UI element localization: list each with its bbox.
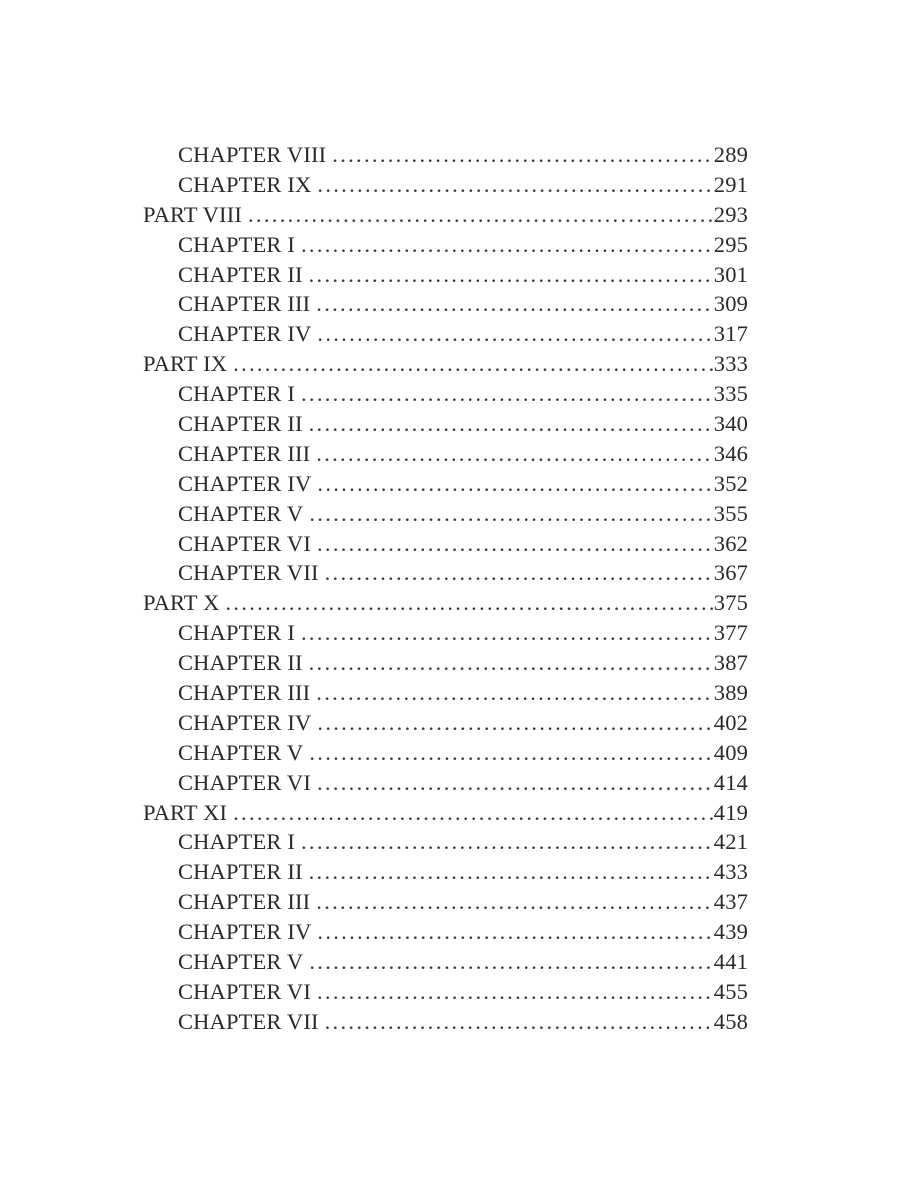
dot-leader (325, 558, 714, 588)
toc-page-number: 346 (713, 440, 748, 466)
toc-entry-title: CHAPTER IV (178, 321, 312, 347)
toc-entry-title: CHAPTER V (178, 739, 304, 765)
toc-page-number: 389 (713, 680, 748, 706)
dot-leader (309, 260, 714, 290)
dot-leader (309, 409, 714, 439)
toc-chapter-entry[interactable] (143, 678, 748, 708)
toc-chapter-entry[interactable] (143, 738, 748, 768)
toc-chapter-entry[interactable] (143, 469, 748, 499)
toc-chapter-entry[interactable] (143, 140, 748, 170)
toc-chapter-entry[interactable] (143, 708, 748, 738)
toc-chapter-entry[interactable] (143, 170, 748, 200)
dot-leader (301, 827, 714, 857)
toc-chapter-entry[interactable] (143, 857, 748, 887)
toc-chapter-entry[interactable] (143, 827, 748, 857)
toc-page-number: 362 (713, 530, 748, 556)
toc-entry-title: CHAPTER I (178, 381, 295, 407)
toc-page-number: 375 (713, 590, 748, 616)
dot-leader (317, 708, 713, 738)
toc-page-number: 414 (713, 769, 748, 795)
toc-page-number: 355 (713, 500, 748, 526)
toc-page-number: 458 (713, 1008, 748, 1034)
toc-entry-title: PART X (143, 590, 220, 616)
toc-entry-title: CHAPTER II (178, 650, 303, 676)
toc-page-number: 295 (713, 231, 748, 257)
toc-part-entry[interactable] (143, 588, 748, 618)
toc-entry-title: CHAPTER IV (178, 919, 312, 945)
dot-leader (309, 857, 714, 887)
toc-entry-title: CHAPTER III (178, 291, 311, 317)
toc-chapter-entry[interactable] (143, 1007, 748, 1037)
dot-leader (317, 170, 713, 200)
toc-page-number: 419 (713, 799, 748, 825)
toc-entry-title: CHAPTER IV (178, 709, 312, 735)
dot-leader (316, 887, 714, 917)
toc-chapter-entry[interactable] (143, 499, 748, 529)
toc-chapter-entry[interactable] (143, 319, 748, 349)
toc-entry-title: CHAPTER V (178, 949, 304, 975)
dot-leader (248, 200, 714, 230)
toc-chapter-entry[interactable] (143, 379, 748, 409)
dot-leader (317, 319, 713, 349)
toc-entry-title: CHAPTER VI (178, 530, 311, 556)
toc-page-number: 402 (713, 709, 748, 735)
dot-leader (309, 499, 713, 529)
toc-page-number: 317 (713, 321, 748, 347)
toc-page-number: 301 (713, 261, 748, 287)
toc-chapter-entry[interactable] (143, 917, 748, 947)
toc-entry-title: CHAPTER V (178, 500, 304, 526)
toc-chapter-entry[interactable] (143, 439, 748, 469)
toc-chapter-entry[interactable] (143, 289, 748, 319)
dot-leader (317, 768, 714, 798)
dot-leader (317, 977, 714, 1007)
toc-chapter-entry[interactable] (143, 648, 748, 678)
toc-entry-title: CHAPTER IX (178, 171, 312, 197)
toc-entry-title: CHAPTER III (178, 440, 311, 466)
dot-leader (309, 648, 714, 678)
dot-leader (225, 588, 713, 618)
toc-entry-title: CHAPTER II (178, 411, 303, 437)
dot-leader (316, 439, 714, 469)
toc-entry-title: CHAPTER I (178, 620, 295, 646)
toc-page-number: 293 (713, 201, 748, 227)
dot-leader (332, 140, 714, 170)
toc-page-number: 289 (713, 142, 748, 167)
dot-leader (301, 618, 714, 648)
toc-page-number: 335 (713, 381, 748, 407)
toc-entry-title: CHAPTER VII (178, 560, 319, 586)
toc-page-number: 437 (713, 889, 748, 915)
toc-entry-title: CHAPTER III (178, 680, 311, 706)
dot-leader (317, 917, 713, 947)
toc-entry-title: CHAPTER II (178, 261, 303, 287)
dot-leader (301, 379, 714, 409)
toc-page-number: 333 (713, 351, 748, 377)
toc-part-entry[interactable] (143, 349, 748, 379)
toc-chapter-entry[interactable] (143, 887, 748, 917)
toc-page-number: 387 (713, 650, 748, 676)
toc-page-number: 352 (713, 470, 748, 496)
dot-leader (309, 738, 713, 768)
dot-leader (317, 469, 713, 499)
toc-part-entry[interactable] (143, 200, 748, 230)
toc-page-number: 340 (713, 411, 748, 437)
toc-entry-title: CHAPTER I (178, 231, 295, 257)
toc-entry-title: CHAPTER II (178, 859, 303, 885)
toc-page-number: 455 (713, 978, 748, 1004)
toc-chapter-entry[interactable] (143, 529, 748, 559)
toc-page-number: 367 (713, 560, 748, 586)
toc-chapter-entry[interactable] (143, 230, 748, 260)
toc-chapter-entry[interactable] (143, 768, 748, 798)
toc-page-number: 309 (713, 291, 748, 317)
dot-leader (316, 678, 714, 708)
toc-part-entry[interactable] (143, 798, 748, 828)
toc-entry-title: CHAPTER VII (178, 1008, 319, 1034)
dot-leader (317, 529, 714, 559)
toc-entry-title: CHAPTER III (178, 889, 311, 915)
toc-page-number: 433 (713, 859, 748, 885)
toc-page-number: 439 (713, 919, 748, 945)
toc-entry-title: CHAPTER IV (178, 470, 312, 496)
toc-page-number: 421 (713, 829, 748, 855)
dot-leader (301, 230, 714, 260)
toc-entry-title: CHAPTER VIII (178, 142, 327, 167)
table-of-contents (143, 140, 748, 1037)
toc-chapter-entry[interactable] (143, 977, 748, 1007)
dot-leader (233, 798, 714, 828)
toc-chapter-entry[interactable] (143, 947, 748, 977)
toc-chapter-entry[interactable] (143, 409, 748, 439)
toc-page-number: 441 (713, 949, 748, 975)
toc-entry-title: CHAPTER I (178, 829, 295, 855)
toc-entry-title: PART XI (143, 799, 228, 825)
dot-leader (325, 1007, 714, 1037)
toc-chapter-entry[interactable] (143, 260, 748, 290)
dot-leader (309, 947, 713, 977)
toc-chapter-entry[interactable] (143, 618, 748, 648)
toc-entry-title: PART VIII (143, 201, 242, 227)
toc-entry-title: CHAPTER VI (178, 769, 311, 795)
toc-entry-title: PART IX (143, 351, 228, 377)
dot-leader (233, 349, 714, 379)
toc-page-number: 377 (713, 620, 748, 646)
toc-entry-title: CHAPTER VI (178, 978, 311, 1004)
dot-leader (316, 289, 714, 319)
toc-chapter-entry[interactable] (143, 558, 748, 588)
toc-page-number: 409 (713, 739, 748, 765)
toc-page-number: 291 (713, 171, 748, 197)
